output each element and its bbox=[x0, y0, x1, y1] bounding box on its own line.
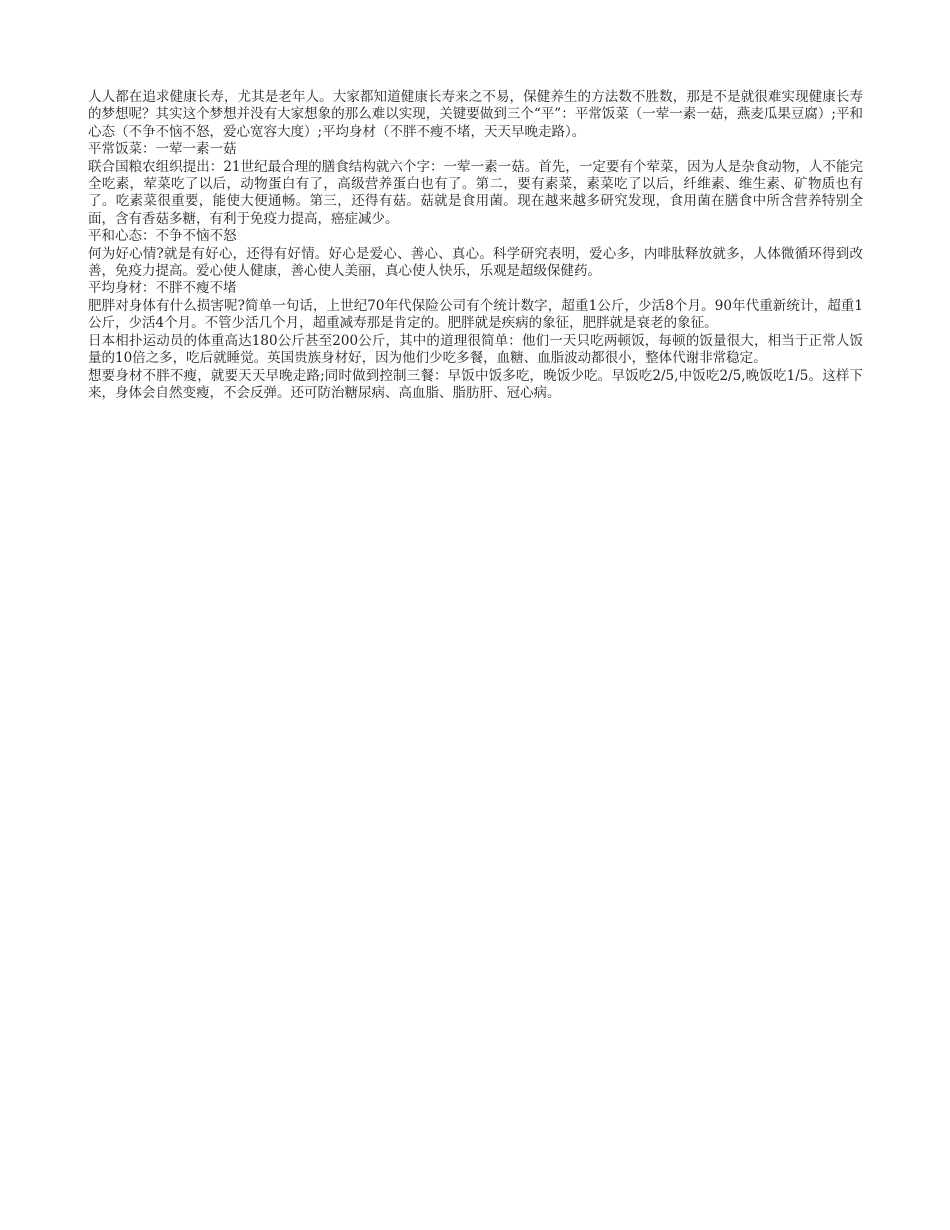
diet-paragraph: 联合国粮农组织提出：21世纪最合理的膳食结构就六个字：一荤一素一菇。首先，一定要有个荤菜，因为人是杂食动物，人不能完全吃素，荤菜吃了以后，动物蛋白有了，高级营养蛋白也有了。第二，要有素菜，素菜吃了以后，纤维素、维生素、矿物质也有了。吃素菜很重要，能使大便通畅。第三，还得有菇。菇就是食用菌。现在越来越多研究发现，食用菌在膳食中所含营养特别全面，含有香菇多糖，有利于免疫力提高，癌症减少。 bbox=[88, 158, 863, 227]
section-heading-body: 平均身材：不胖不瘦不堵 bbox=[88, 280, 237, 297]
mindset-paragraph: 何为好心情?就是有好心，还得有好情。好心是爱心、善心、真心。科学研究表明，爱心多，内啡肽释放就多，人体微循环得到改善，免疫力提高。爱心使人健康，善心使人美丽，真心使人快乐，乐观是超级保健药。 bbox=[88, 245, 863, 280]
intro-paragraph: 人人都在追求健康长寿，尤其是老年人。大家都知道健康长寿来之不易，保健养生的方法数不胜数，那是不是就很难实现健康长寿的梦想呢？其实这个梦想并没有大家想象的那么难以实现，关键要做到三个“平”：平常饭菜（一荤一素一菇，燕麦瓜果豆腐）;平和心态（不争不恼不怒，爱心宽容大度）;平均身材（不胖不瘦不堵，天天早晚走路）。 bbox=[88, 89, 863, 140]
document-body bbox=[88, 89, 863, 402]
obesity-paragraph: 肥胖对身体有什么损害呢?简单一句话，上世纪70年代保险公司有个统计数字，超重1公斤，少活8个月。90年代重新统计，超重1公斤，少活4个月。不管少活几个月，超重减寿那是肯定的。肥胖就是疾病的象征，肥胖就是衰老的象征。 bbox=[88, 297, 863, 332]
walking-paragraph: 想要身材不胖不瘦，就要天天早晚走路;同时做到控制三餐：早饭中饭多吃，晚饭少吃。早饭吃2/5,中饭吃2/5,晚饭吃1/5。这样下来，身体会自然变瘦，不会反弹。还可防治糖尿病、高血脂、脂肪肝、冠心病。 bbox=[88, 367, 863, 401]
sumo-paragraph: 日本相扑运动员的体重高达180公斤甚至200公斤，其中的道理很简单：他们一天只吃两顿饭，每顿的饭量很大，相当于正常人饭量的10倍之多，吃后就睡觉。英国贵族身材好，因为他们少吃多餐，血糖、血脂波动都很小，整体代谢非常稳定。 bbox=[88, 332, 863, 367]
section-heading-mindset: 平和心态：不争不恼不怒 bbox=[88, 228, 237, 245]
section-heading-diet: 平常饭菜：一荤一素一菇 bbox=[88, 141, 237, 158]
